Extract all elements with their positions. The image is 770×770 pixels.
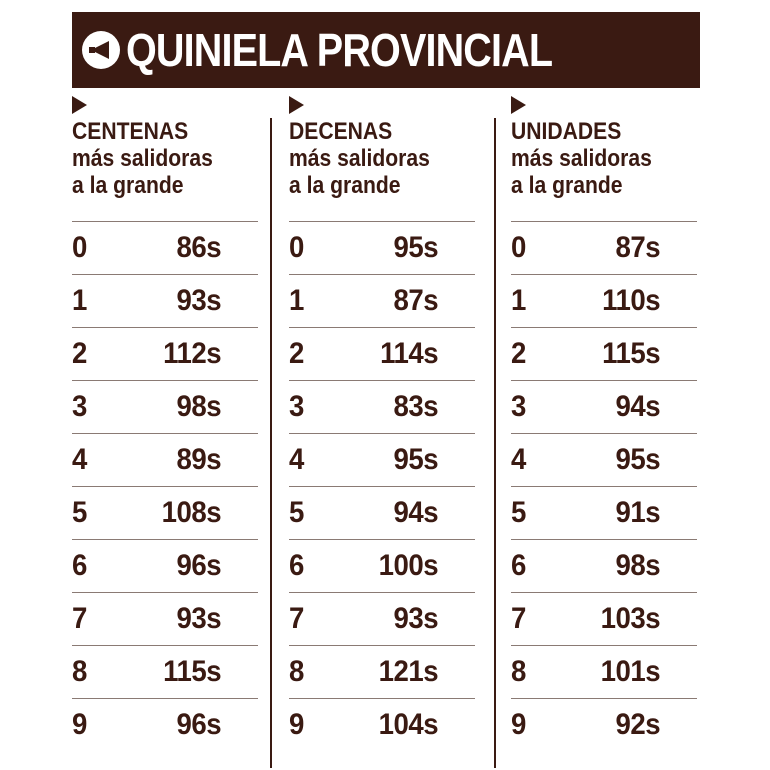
count-value: 114s [380, 337, 439, 370]
digit-label: 4 [511, 443, 526, 476]
list-item [72, 645, 258, 698]
megaphone-icon [82, 31, 120, 69]
digit-label: 7 [511, 602, 526, 635]
heading-line: más salidoras [72, 145, 213, 172]
list-item [289, 274, 475, 327]
play-arrow-icon [511, 96, 526, 114]
digit-label: 3 [289, 390, 304, 423]
list-item [511, 698, 697, 751]
list-item [72, 380, 258, 433]
column-heading [511, 118, 675, 199]
title-banner [72, 12, 700, 88]
page-title: QUINIELA PROVINCIAL [126, 24, 553, 76]
count-value: 96s [176, 549, 222, 582]
digit-label: 7 [289, 602, 304, 635]
list-item [72, 486, 258, 539]
digit-label: 9 [289, 708, 304, 741]
count-value: 87s [393, 284, 439, 317]
digit-label: 5 [511, 496, 526, 529]
digit-label: 5 [289, 496, 304, 529]
heading-line: CENTENAS [72, 118, 189, 145]
count-value: 93s [176, 284, 222, 317]
list-item [72, 433, 258, 486]
list-item [511, 274, 697, 327]
list-item [511, 380, 697, 433]
list-item [289, 645, 475, 698]
list-item [511, 327, 697, 380]
play-arrow-icon [72, 96, 87, 114]
count-value: 93s [176, 602, 222, 635]
count-value: 95s [393, 231, 439, 264]
heading-line: a la grande [511, 172, 623, 199]
digit-label: 9 [72, 708, 87, 741]
list-item [289, 486, 475, 539]
heading-line: a la grande [289, 172, 401, 199]
digit-label: 2 [72, 337, 87, 370]
count-value: 103s [600, 602, 661, 635]
list-item [72, 592, 258, 645]
digit-label: 4 [289, 443, 304, 476]
count-value: 87s [615, 231, 661, 264]
count-value: 93s [393, 602, 439, 635]
count-value: 115s [163, 655, 222, 688]
list-item [289, 698, 475, 751]
count-value: 95s [393, 443, 439, 476]
count-value: 92s [615, 708, 661, 741]
digit-label: 2 [289, 337, 304, 370]
column-heading [72, 118, 236, 199]
heading-line: más salidoras [511, 145, 652, 172]
column-centenas [72, 96, 258, 741]
column-unidades [511, 96, 697, 741]
count-value: 96s [176, 708, 222, 741]
count-value: 91s [615, 496, 661, 529]
digit-label: 0 [511, 231, 526, 264]
digit-label: 8 [72, 655, 87, 688]
column-divider [494, 118, 496, 768]
digit-label: 2 [511, 337, 526, 370]
digit-label: 4 [72, 443, 87, 476]
list-item [511, 221, 697, 274]
count-value: 89s [176, 443, 222, 476]
list-item [289, 327, 475, 380]
digit-label: 8 [289, 655, 304, 688]
count-value: 86s [176, 231, 222, 264]
count-value: 101s [600, 655, 661, 688]
column-decenas [289, 96, 475, 741]
count-value: 98s [176, 390, 222, 423]
digit-label: 7 [72, 602, 87, 635]
count-value: 104s [378, 708, 439, 741]
heading-line: más salidoras [289, 145, 430, 172]
list-item [511, 539, 697, 592]
count-value: 112s [163, 337, 222, 370]
count-value: 110s [602, 284, 661, 317]
digit-label: 1 [72, 284, 87, 317]
list-item [511, 486, 697, 539]
list-item [511, 592, 697, 645]
list-item [511, 433, 697, 486]
stats-list [72, 221, 258, 751]
count-value: 98s [615, 549, 661, 582]
digit-label: 6 [289, 549, 304, 582]
stats-list [289, 221, 475, 751]
count-value: 100s [378, 549, 439, 582]
list-item [72, 274, 258, 327]
count-value: 115s [602, 337, 661, 370]
list-item [511, 645, 697, 698]
digit-label: 6 [511, 549, 526, 582]
heading-line: DECENAS [289, 118, 393, 145]
digit-label: 3 [72, 390, 87, 423]
list-item [289, 592, 475, 645]
list-item [72, 221, 258, 274]
digit-label: 3 [511, 390, 526, 423]
heading-line: a la grande [72, 172, 184, 199]
list-item [289, 380, 475, 433]
heading-line: UNIDADES [511, 118, 622, 145]
digit-label: 0 [72, 231, 87, 264]
stats-list [511, 221, 697, 751]
digit-label: 1 [289, 284, 304, 317]
count-value: 108s [161, 496, 222, 529]
digit-label: 0 [289, 231, 304, 264]
digit-label: 5 [72, 496, 87, 529]
column-heading [289, 118, 453, 199]
digit-label: 1 [511, 284, 526, 317]
count-value: 121s [378, 655, 439, 688]
digit-label: 8 [511, 655, 526, 688]
list-item [289, 221, 475, 274]
list-item [72, 327, 258, 380]
list-item [289, 433, 475, 486]
count-value: 95s [615, 443, 661, 476]
count-value: 94s [393, 496, 439, 529]
digit-label: 9 [511, 708, 526, 741]
digit-label: 6 [72, 549, 87, 582]
column-divider [270, 118, 272, 768]
list-item [289, 539, 475, 592]
count-value: 94s [615, 390, 661, 423]
play-arrow-icon [289, 96, 304, 114]
list-item [72, 539, 258, 592]
count-value: 83s [393, 390, 439, 423]
list-item [72, 698, 258, 751]
